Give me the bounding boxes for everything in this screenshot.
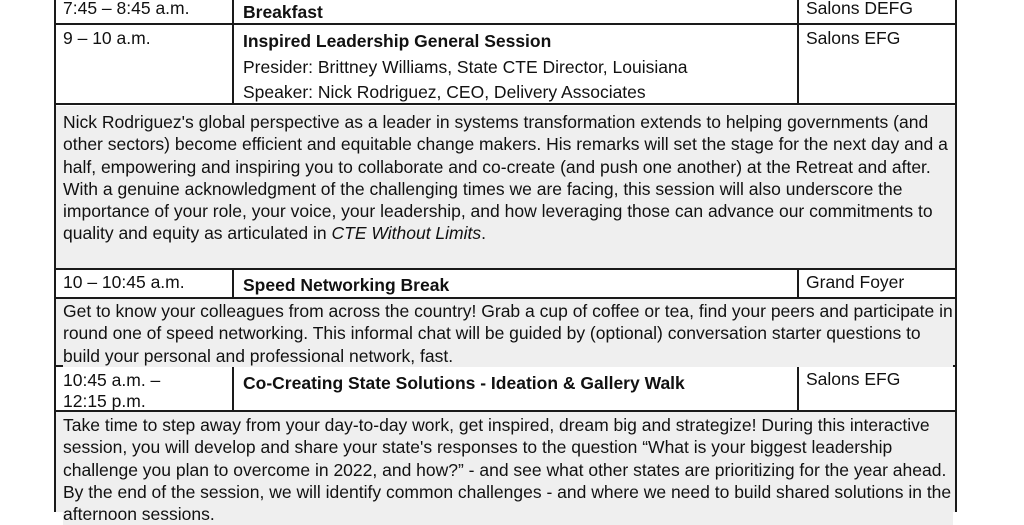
session-title: Co-Creating State Solutions - Ideation & Gallery Walk bbox=[243, 373, 685, 393]
column-divider bbox=[232, 268, 234, 298]
session-time: 7:45 – 8:45 a.m. bbox=[63, 0, 190, 18]
session-time-line2: 12:15 p.m. bbox=[63, 391, 146, 411]
row-divider bbox=[54, 23, 957, 25]
session-room: Salons DEFG bbox=[806, 0, 913, 18]
session-presider: Presider: Brittney Williams, State CTE Director, Louisiana bbox=[243, 57, 688, 77]
row-divider bbox=[54, 410, 957, 412]
description-end: . bbox=[481, 223, 486, 244]
row-divider bbox=[54, 103, 957, 105]
session-speaker: Speaker: Nick Rodriguez, CEO, Delivery Associates bbox=[243, 82, 646, 102]
table-border-left bbox=[54, 0, 56, 512]
session-description: Take time to step away from your day-to-day work, get inspired, dream big and strategize! During this interactive session, you will develop and share your state's responses to the question “What is your biggest leadership challenge you plan to overcome in 2022, and how?” - and see what other states are prioritizing for the year ahead. By the end of the session, we will identify common challenges - and where we need to build shared solutions in the afternoon sessions. bbox=[63, 415, 952, 525]
session-room: Grand Foyer bbox=[806, 272, 905, 292]
session-time-line1: 10:45 a.m. – bbox=[63, 370, 161, 390]
session-title: Breakfast bbox=[243, 2, 323, 22]
session-time: 10 – 10:45 a.m. bbox=[63, 272, 185, 292]
description-italic-title: CTE Without Limits bbox=[331, 223, 482, 244]
column-divider bbox=[797, 0, 799, 104]
column-divider bbox=[232, 365, 234, 411]
row-divider bbox=[54, 268, 957, 270]
column-divider bbox=[232, 0, 234, 104]
session-title: Speed Networking Break bbox=[243, 275, 450, 295]
session-title: Inspired Leadership General Session bbox=[243, 31, 552, 51]
session-description: Get to know your colleagues from across the country! Grab a cup of coffee or tea, find your peers and participate in round one of speed networking. This informal chat will be guided by (optional) conversation starter questions to build your personal and professional network, fast. bbox=[63, 301, 953, 366]
session-room: Salons EFG bbox=[806, 28, 901, 48]
session-room: Salons EFG bbox=[806, 369, 901, 389]
column-divider bbox=[797, 365, 799, 411]
description-text: Nick Rodriguez's global perspective as a leader in systems transformation extends to helping governments (and other sectors) become efficient and equitable change makers. His remarks will set the stage for the next day and a half, empowering and inspiring you to collaborate and co-create (and push one another) at the Retreat and after. With a genuine acknowledgment of the challenging times we are facing, this session will also underscore the importance of your role, your voice, your leadership, and how leveraging those can advance our commitments to quality and equity as articulated in bbox=[63, 112, 948, 244]
session-time: 9 – 10 a.m. bbox=[63, 28, 151, 48]
row-divider bbox=[54, 297, 957, 299]
column-divider bbox=[797, 268, 799, 298]
table-border-right bbox=[955, 0, 957, 512]
session-description bbox=[63, 111, 953, 245]
